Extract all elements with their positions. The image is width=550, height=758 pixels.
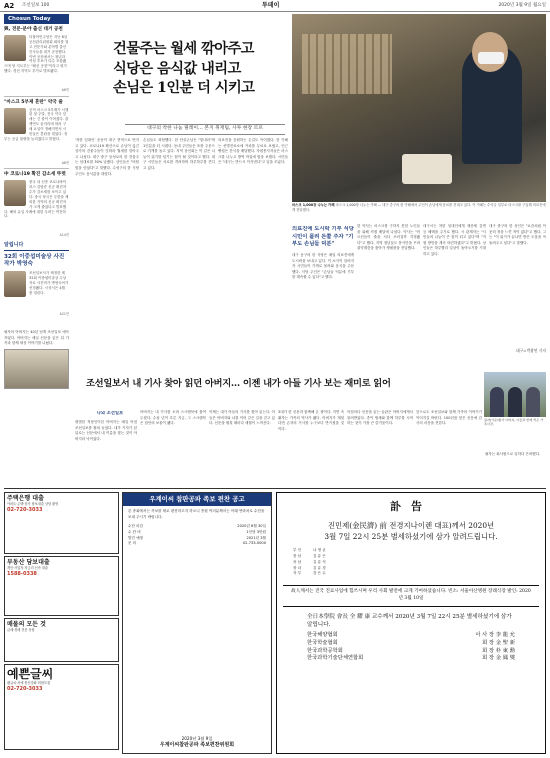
family-name: 강 은 수 (313, 571, 326, 576)
article-column: 대구 동구의 한 식당은 매일 의료진에게 도시락을 보내고 있다. 이 소식이 알려지자 시민들이 가게로 몰려와 음식을 주문했다. 식당 주인은 "손님들 덕분에 기부를 계속할 수 있다"고 했다. (292, 253, 354, 280)
row-value: 2021년 3월 (246, 535, 266, 540)
row-value: 2020년 6월 30일 (237, 524, 266, 529)
sidebar-lower (4, 330, 69, 490)
page-header (0, 0, 550, 12)
page-ref: A14면 (59, 233, 69, 238)
family-name: 김 유 곤 (313, 554, 326, 559)
article-column: 필자는 회사원으로 일하다 은퇴했다. (485, 452, 541, 456)
divider (4, 168, 69, 169)
ad-box[interactable] (4, 556, 119, 616)
ad-title: 부동산 담보대출 (7, 559, 50, 566)
photo-caption: 필자(가운데)가 아버지, 아들과 함께 찍은 가족사진. (484, 418, 544, 427)
headline-line: 건물주는 월세 깎아주고 (113, 41, 254, 57)
relation: 차 남 (293, 559, 302, 564)
signer-name: 회 장 朴 東 勳 (482, 647, 515, 654)
signer-row (307, 655, 515, 663)
subhead: 의료진에 도시락 기부 식당 시민이 몰려 돈쭐 주자 "기부도 손님들 덕분" (292, 226, 354, 248)
article-column: 아버지는 내 기사를 오려 스크랩북에 붙여 두셨다. 수십 년이 흐른 지금, 그 스크랩북은 집안의 보물이 됐다. (140, 410, 206, 426)
row-key: 발간 예정 (128, 535, 144, 540)
relation: 부 인 (293, 548, 302, 553)
ad-box[interactable] (4, 664, 119, 750)
article-column: 대구 중구의 한 상인은 "요즘처럼 이웃의 정을 느낀 적이 없다"고 했다. 그는 "이 위기가 끝나면 받은 도움을 꼭 돌려주고 싶다"고 말했다. (489, 224, 546, 245)
article-column: 대구시는 착한 임대인에게 재산세 감면 등 혜택을 주기로 했다. 시 관계자는 "시민들의 나눔이 큰 힘이 되고 있다"며 "지원 방안을 계속 마련하겠다"고 밝혔다. 상인들은 하루빨리 일상이 돌아오기를 기대하고 있다. (423, 224, 486, 256)
notice-row (128, 541, 266, 547)
obituary-notice (276, 492, 546, 754)
ad-title: 매물의 모든 것 (7, 621, 46, 628)
column-label: 나와 조선일보 (96, 411, 124, 416)
caption-text: 마스크 1,000장 나누는 카페 — 대구 중구의 한 카페에서 주인이 손님에게 음료를 건네고 있다. 이 카페는 수익금 일부로 마스크를 구입해 의료진에게 전달했다. (292, 203, 546, 212)
ad-phone: 02-720-3033 (7, 506, 43, 513)
obituary-details: 故人께서는 진국 진료사업에 힘쓰시며 우리 사회 발전에 크게 기여하셨습니다. 빈소: 서울아산병원 장례식장 발인: 2020년 3월 10일 (283, 585, 539, 607)
publication-name: 조선일보 100 (22, 3, 50, 8)
page-ref: A8면 (61, 160, 69, 165)
article-column: 의료진을 응원하는 손길도 이어졌다. 한 카페는 선별진료소에 커피를 무료로 보냈고, 인근 빵집은 간식을 배달했다. 자원봉사자들은 마스크를 나누고 방역 작업에 힘을 보탰다. 시민들은 "대구는 반드시 이겨낸다"고 입을 모았다. (218, 138, 288, 165)
article-column: 이제는 내가 아들의 기사를 찾아 읽는다. 아들은 아버지와 나를 이어 같은 길을 걷고 있다. 신문을 펼칠 때마다 세월이 느껴진다. (209, 410, 275, 426)
person-shape (490, 387, 504, 417)
pharmacy-photo (4, 108, 26, 134)
headline-line: 손님은 1인분 더 시키고 (113, 80, 255, 97)
subhead-box (292, 226, 354, 324)
ad-box[interactable] (4, 618, 119, 662)
family-name: 김 유 경 (313, 565, 326, 570)
ad-box[interactable] (4, 492, 119, 554)
headline-line: 식당은 음식값 내리고 (113, 60, 241, 77)
row-value: 1인당 3만원 (246, 529, 266, 534)
memorial-statement: 全日本學院 會長 全 耀 康 교수께서 2020년 3월 7일 22시 25분 별세하셨기에 삼가 알립니다. (307, 613, 512, 629)
row-key: 수 단 비 (128, 529, 141, 534)
signer-row (307, 632, 515, 640)
article-column: 필자의 아버지는 40년 넘게 조선일보 애독자였다. 아버지는 매일 신문을 읽은 뒤 가족과 함께 세상 이야기를 나눴다. (4, 330, 69, 346)
org-name: 한국학술협회 (307, 639, 338, 646)
genealogy-notice (122, 492, 272, 754)
divider (4, 96, 69, 97)
family-table (277, 542, 545, 583)
signer-name: 회 장 金 聖 新 (482, 639, 515, 646)
article-column: 앞으로도 조선일보와 함께 가족의 이야기가 이어지길 바란다. 100년을 맞은 신문에 감사의 마음을 전한다. (416, 410, 482, 426)
row-value: 02-733-0000 (242, 541, 266, 546)
notice-title[interactable]: 32회 이중섭미술상 사진작가 박영숙 (4, 253, 65, 268)
news-brief-title[interactable]: 中 코로나19 확진 감소세 뚜렷 (4, 172, 66, 178)
ad-phone: 1588-0338 (7, 570, 37, 577)
article-column: 손님들도 화답했다. 한 단골손님은 "힘내라"며 1인분을 더 시켰다. 동네 주민들은 포장 주문으로 가게를 돕고 있다. 지역 상인회는 이 같은 나눔이 위기를 넘기는 힘이 될 것이라고 했다. 대구 시민들은 서로를 격려하며 하루하루를 견디고 있다. (143, 138, 215, 170)
counter-shape (402, 154, 452, 184)
mask-shape (478, 52, 504, 64)
signer-row (307, 640, 515, 648)
notice-body: 조선일보사가 제정한 제32회 이중섭미술상 수상자로 사진작가 박영숙씨가 선정됐다. 시상식은 4월 중 열린다. (29, 271, 69, 295)
sidebar-title: Chosun Today (4, 14, 69, 24)
news-brief[interactable] (4, 27, 69, 93)
archive-photo (4, 349, 69, 389)
family-photo (484, 372, 546, 417)
ad-phone: 02-720-3033 (7, 685, 43, 692)
caption-label: 마스크 1,000장 나누는 카페 (292, 203, 335, 207)
row-key: 수단 마감 (128, 524, 144, 529)
relation: 장 남 (293, 554, 302, 559)
news-brief-body: 공적 마스크 5부제가 시행된 첫 주말, 전국 약국 앞에는 긴 줄이 이어졌다. 출생연도 끝자리에 따라 구매 요일이 정해지면서 시민들은 혼란을 겪었다. 정부는 공급 물량을 늘리겠다고 밝혔다. (4, 107, 69, 141)
china-photo (4, 180, 26, 206)
news-brief[interactable] (4, 100, 69, 166)
cafe-photo (292, 14, 546, 202)
notice-signer: 우계이씨참판공파 족보편찬위원회 (159, 741, 235, 748)
issue-date: 2020년 3월 9일 월요일 (498, 3, 546, 8)
signer-name: 회 장 金 鳳 燮 (482, 655, 515, 662)
article-column: 아침마다 신문을 읽는 습관은 아버지에게서 물려받았다. 종이 냄새와 함께 하루를 시작하는 것이 가장 큰 즐거움이다. (347, 410, 413, 426)
ad-title: 주택은행 대출 (7, 495, 44, 502)
person-shape (526, 387, 540, 417)
main-subtitle: 대구의 착한 나눔 릴레이… 본지 취재팀, 사투 현장 르포 (125, 124, 285, 135)
news-brief-title[interactable]: 與, 전문·분야 출신 대거 공천 (4, 27, 63, 32)
family-name: 나 영 균 (313, 548, 326, 553)
ads-divider (4, 488, 546, 489)
section-name: 투데이 (262, 2, 280, 9)
ad-body: 급매·경매 전문 상담 (7, 628, 35, 633)
article-column: '착한 임대인' 운동이 대구 전역으로 번지고 있다. 코로나19 확산으로 손님이 끊긴 상가의 건물주들이 잇따라 월세를 깎아주고 나섰다. 대구 중구 동성로의 한 건물주는 임대료를 30% 낮췄다. 상인들은 "버틸 힘을 얻었다"고 말했다. 수성구의 한 식당 주인도 음식값을 내렸다. (75, 138, 139, 176)
main-headline[interactable] (113, 40, 288, 99)
row-key: 문 의 (128, 541, 137, 546)
news-brief-body: 중국 내 신종 코로나바이러스 감염증 신규 확진자 수가 감소세를 보이고 있다. 중국 당국은 우한을 제외한 지역의 신규 확진자가 크게 줄었다고 발표했다. 해외 유입 사례에 대한 우려는 여전하다. (4, 180, 69, 219)
org-name: 한국과학기술단체연합회 (307, 655, 364, 662)
org-name: 한국해양협회 (307, 632, 338, 639)
relation: 장 녀 (293, 565, 302, 570)
ad-body: 아파트·주택·상가 담보대출 상담 환영 (7, 502, 59, 507)
news-brief-title[interactable]: "마스크 5부제 혼란" 약국 줄 (4, 99, 63, 105)
second-headline[interactable]: 조선일보서 내 기사 찾아 읽던 아버지… 이젠 내가 아들 기사 보는 재미로 읽어 (86, 378, 391, 389)
artist-photo (4, 271, 26, 297)
obituary-heading: 訃告 (390, 500, 432, 513)
notice-date: 2020년 3월 9일 (181, 735, 213, 741)
obituary-line: 진민제(金民濟) 前 전경지나이렌 대표)께서 2020년 (327, 520, 495, 530)
news-brief[interactable] (4, 172, 69, 238)
page-ref: A6면 (61, 87, 69, 92)
ad-body: 개인·사업자 저금리 신속 대출 (7, 566, 49, 571)
reporter-byline: 대구=박광연 기자 (515, 348, 546, 353)
notice-header: 알립니다 (4, 242, 69, 251)
photo-caption (292, 203, 546, 223)
classified-ads (4, 492, 119, 754)
signer-name: 이 사 장 李 龍 允 (475, 632, 515, 639)
obituary-line: 3월 7일 22시 25분 별세하셨기에 삼가 알려드립니다. (324, 531, 498, 541)
article-column: 한 약사는 마스크를 구하지 못한 노인들을 위해 직접 배달에 나섰다. 약사는 "어르신들이 줄을 서다 쓰러질까 걱정됐다"고 했다. 지역 청년들도 봉사단을 꾸려 취약계층을 찾아가 생필품을 전달했다. (357, 224, 420, 251)
article-column: 평범한 직장인이던 아버지는 매일 아침 조선일보를 펼쳐 들었다. 내가 기자가 된 뒤로는 신문에서 내 이름을 찾는 것이 아버지의 낙이었다. (75, 420, 137, 441)
relation: 자 부 (293, 571, 302, 576)
person-shape (508, 387, 522, 417)
family-name: 김 유 석 (313, 559, 326, 564)
org-name: 한국과학공학회 (307, 647, 343, 654)
news-brief-body: 더불어민주당은 지난 8일 공천관리위원회 회의를 열고 전문가와 분야별 출신 인사들을 대거 공천했다. 이번 공천에서는 청년과 여성 후보가 다수 포함됐으며 당 지도부는 "쇄신 공천"이라고 평가했다. 경선 지역도 추가로 발표됐다. (4, 34, 69, 74)
page-number: A2 (4, 2, 15, 10)
ad-body: 펜글씨·서예 통신강좌 회원모집 (7, 681, 51, 686)
notice-heading: 우계이씨 참판공파 족보 편찬 공고 (123, 493, 271, 506)
ad-title: 예쁜글씨 (7, 667, 54, 681)
article-column: 3대가 한 신문과 함께해 온 셈이다. 지면 속 활자는 가족의 역사가 됐다. 아버지가 계셨다면 손자의 기사를 누구보다 반기셨을 것이다. (278, 410, 344, 431)
page-ref: A21면 (59, 312, 69, 317)
notice-body: 본 종회에서는 족보를 새로 편찬하고자 하오니 종원 여러분께서는 아래 연락처로 수단을 보내 주시기 바랍니다. (128, 509, 265, 519)
portrait-photo (4, 35, 26, 61)
shelf-shape (302, 34, 392, 94)
